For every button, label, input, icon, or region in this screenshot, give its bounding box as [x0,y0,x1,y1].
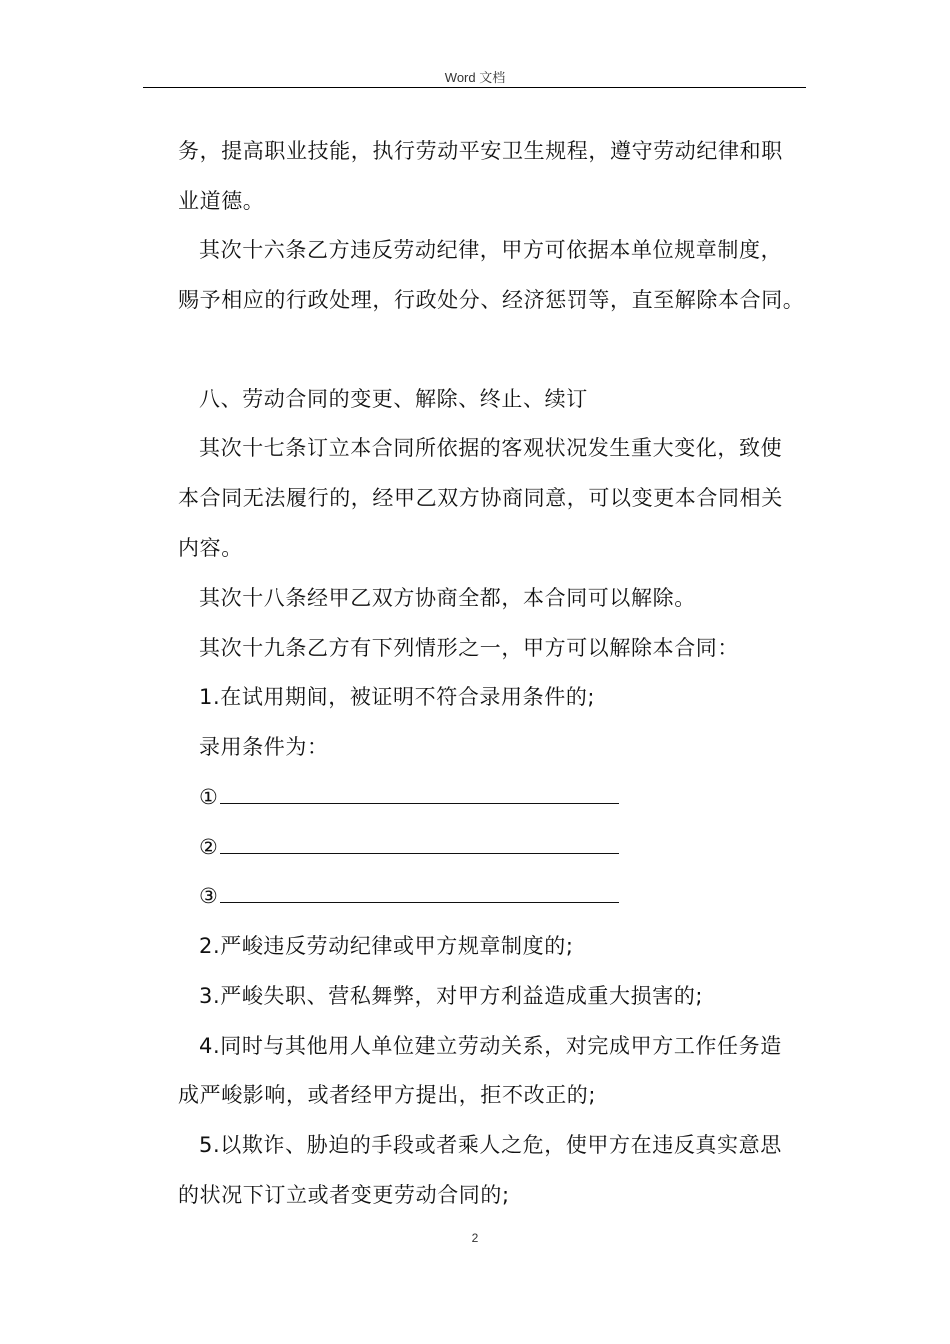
fill-in-blank [220,833,619,854]
condition-number: ① [199,785,219,809]
paragraph-line: 成严峻影响，或者经甲方提出，拒不改正的; [178,1083,597,1107]
condition-blank-3 [199,882,619,910]
paragraph-line: 的状况下订立或者变更劳动合同的; [178,1183,510,1207]
paragraph-line: 其次十七条订立本合同所依据的客观状况发生重大变化，致使 [199,436,783,460]
paragraph-line: 其次十六条乙方违反劳动纪律，甲方可依据本单位规章制度， [199,238,783,262]
condition-number: ③ [199,884,219,908]
condition-blank-1 [199,783,619,811]
fill-in-blank [220,783,619,804]
page-number: 2 [471,1231,479,1245]
paragraph-line: 录用条件为： [199,735,329,759]
condition-number: ② [199,835,219,859]
page-header-title: Word 文档 [444,70,506,85]
list-item: 1.在试用期间，被证明不符合录用条件的; [199,685,596,709]
list-item: 2.严峻违反劳动纪律或甲方规章制度的; [199,934,574,958]
condition-blank-2 [199,833,619,861]
paragraph-line: 务，提高职业技能，执行劳动平安卫生规程，遵守劳动纪律和职 [178,139,783,163]
paragraph-line: 其次十九条乙方有下列情形之一，甲方可以解除本合同： [199,636,739,660]
list-item: 5.以欺诈、胁迫的手段或者乘人之危，使甲方在违反真实意思 [199,1133,782,1157]
section-heading: 八、劳动合同的变更、解除、终止、续订 [199,387,588,411]
paragraph-line: 赐予相应的行政处理，行政处分、经济惩罚等，直至解除本合同。 [178,288,805,312]
list-item: 4.同时与其他用人单位建立劳动关系，对完成甲方工作任务造 [199,1034,782,1058]
paragraph-line: 内容。 [178,536,243,560]
paragraph-line: 本合同无法履行的，经甲乙双方协商同意，可以变更本合同相关 [178,486,783,510]
paragraph-line: 其次十八条经甲乙双方协商全都，本合同可以解除。 [199,586,696,610]
fill-in-blank [220,882,619,903]
list-item: 3.严峻失职、营私舞弊，对甲方利益造成重大损害的; [199,984,704,1008]
paragraph-line: 业道德。 [178,189,265,213]
